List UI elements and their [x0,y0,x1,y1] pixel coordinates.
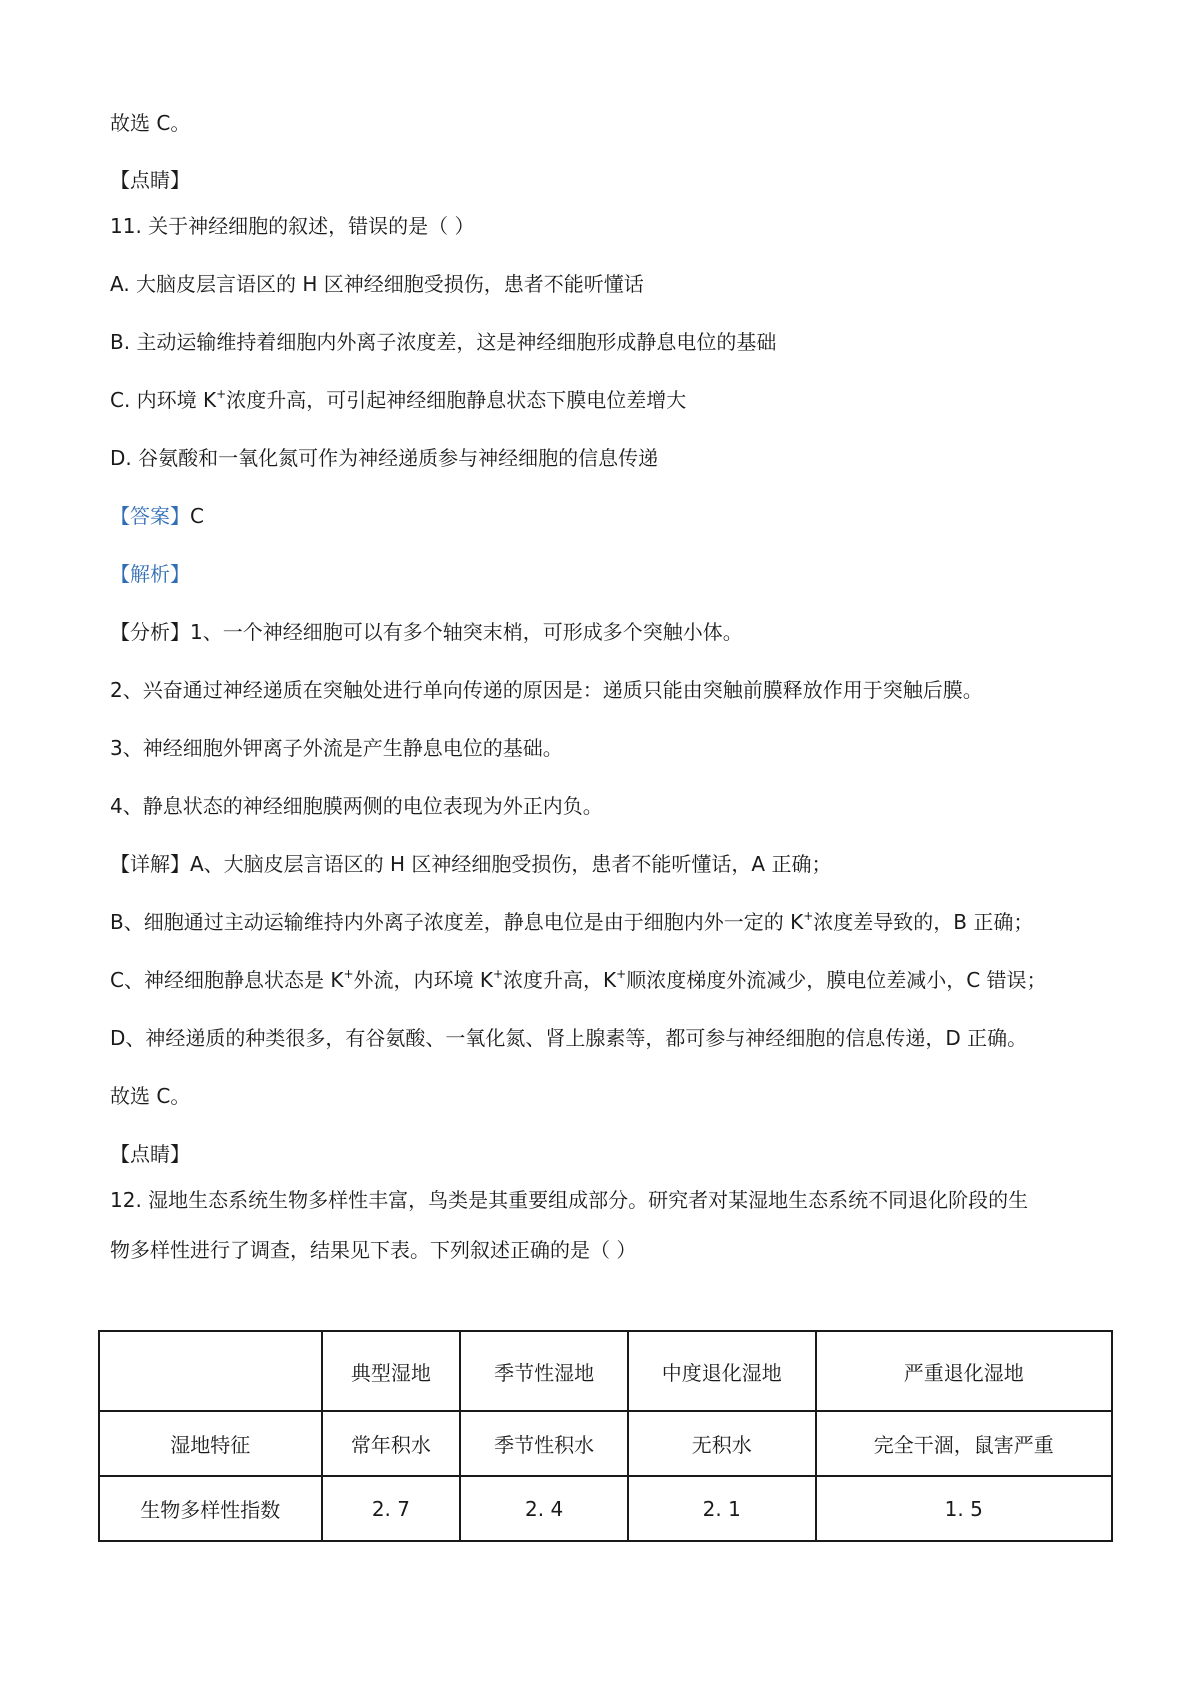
table-header-cell: 典型湿地 [322,1331,461,1411]
superscript: + [492,967,504,981]
answer-line [110,502,204,530]
detail-b-text: B、细胞通过主动运输维持内外离子浓度差，静息电位是由于细胞内外一定的 K [110,910,804,934]
table-header-cell: 季节性湿地 [460,1331,628,1411]
superscript: + [803,909,814,923]
table-cell: 常年积水 [322,1411,461,1476]
analysis-point-1: 【分析】1、一个神经细胞可以有多个轴突末梢，可形成多个突触小体。 [110,620,743,644]
table-cell: 无积水 [628,1411,816,1476]
table-row [99,1411,1112,1476]
question-12-line-2: 物多样性进行了调查，结果见下表。下列叙述正确的是（ ） [110,1238,637,1262]
table-cell: 2. 4 [460,1476,628,1541]
detail-b-text: 浓度差导致的，B 正确； [813,910,1034,934]
superscript: + [343,967,354,981]
detail-c-text: 浓度升高，K [503,968,617,992]
wetland-table [98,1330,1113,1542]
table-header-cell: 中度退化湿地 [628,1331,816,1411]
table-cell: 季节性积水 [460,1411,628,1476]
superscript: + [616,967,627,981]
conclusion-line: 故选 C。 [110,111,191,135]
table-cell: 湿地特征 [99,1411,322,1476]
table-header-cell [99,1331,322,1411]
table-cell: 1. 5 [816,1476,1112,1541]
note-label: 【点睛】 [110,1142,190,1166]
option-a: A. 大脑皮层言语区的 H 区神经细胞受损伤，患者不能听懂话 [110,272,644,296]
detail-b [110,908,1033,936]
analysis-point-4: 4、静息状态的神经细胞膜两侧的电位表现为外正内负。 [110,794,603,818]
table-cell: 完全干涸，鼠害严重 [816,1411,1112,1476]
detail-d: D、神经递质的种类很多，有谷氨酸、一氧化氮、肾上腺素等，都可参与神经细胞的信息传递，D 正确。 [110,1026,1028,1050]
detail-c-text: 外流，内环境 K [353,968,493,992]
option-b: B. 主动运输维持着细胞内外离子浓度差，这是神经细胞形成静息电位的基础 [110,330,777,354]
table-header-row [99,1331,1112,1411]
conclusion-line: 故选 C。 [110,1084,191,1108]
option-c [110,386,686,414]
question-11: 11. 关于神经细胞的叙述，错误的是（ ） [110,214,475,238]
answer-value: C [190,504,204,528]
table-cell: 2. 7 [322,1476,461,1541]
detail-c [110,966,1047,994]
detail-c-text: C、神经细胞静息状态是 K [110,968,344,992]
option-c-text: C. 内环境 K [110,388,217,412]
option-d: D. 谷氨酸和一氧化氮可作为神经递质参与神经细胞的信息传递 [110,446,659,470]
option-c-text: 浓度升高，可引起神经细胞静息状态下膜电位差增大 [226,388,687,412]
analysis-point-2: 2、兴奋通过神经递质在突触处进行单向传递的原因是：递质只能由突触前膜释放作用于突触后膜。 [110,678,983,702]
table-cell: 2. 1 [628,1476,816,1541]
detail-c-text: 顺浓度梯度外流减少，膜电位差减小，C 错误； [626,968,1047,992]
detail-a: 【详解】A、大脑皮层言语区的 H 区神经细胞受损伤，患者不能听懂话，A 正确； [110,852,832,876]
superscript: + [216,387,227,401]
analysis-point-3: 3、神经细胞外钾离子外流是产生静息电位的基础。 [110,736,563,760]
answer-label: 【答案】 [110,504,190,528]
note-label: 【点睛】 [110,168,190,192]
table-header-cell: 严重退化湿地 [816,1331,1112,1411]
analysis-label: 【解析】 [110,562,190,586]
question-12-line-1: 12. 湿地生态系统生物多样性丰富，鸟类是其重要组成部分。研究者对某湿地生态系统不同退化阶段的生 [110,1188,1029,1212]
table-row [99,1476,1112,1541]
table-cell: 生物多样性指数 [99,1476,322,1541]
